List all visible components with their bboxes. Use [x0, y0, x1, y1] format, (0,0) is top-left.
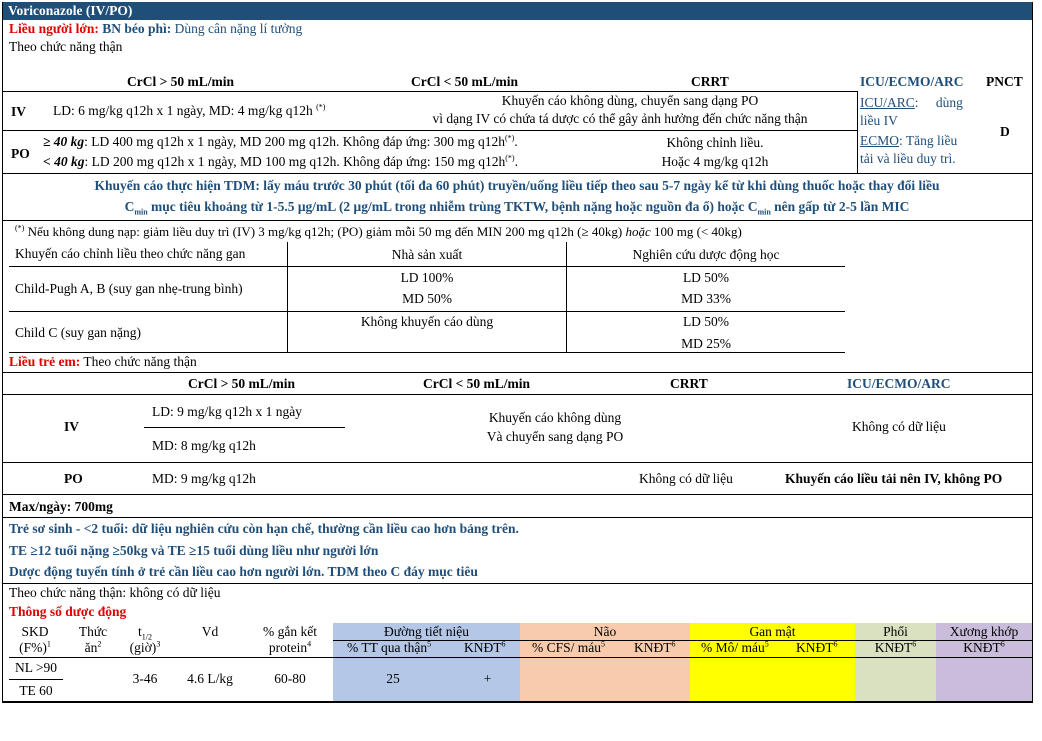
pk-protein-value: 60-80 [274, 671, 306, 686]
pk-skd-unit: (F%) [19, 640, 47, 655]
pk-col-skd-unit [10, 640, 60, 656]
ped-po-crrt: Không có dữ liệu [639, 471, 733, 486]
icu-arc-text1: dùng [935, 95, 963, 110]
adult-header-pnct: PNCT [986, 74, 1023, 89]
ped-iv-inner-rule [144, 427, 345, 428]
outer-left-border [2, 2, 3, 702]
pediatric-top-rule [2, 372, 1032, 373]
ped-note-2: TE ≥12 tuổi nặng ≥50kg và TE ≥15 tuổi dùng liều như người lớn [9, 543, 379, 558]
adult-iv-mark: (*) [316, 102, 326, 112]
pk-sub-bone-kndt [936, 640, 1032, 656]
ped-iv-lt50-2: Và chuyển sang dạng PO [486, 429, 624, 444]
ped-po-md: MD: 9 mg/kg q12h [152, 471, 256, 486]
pk-sub-bile-kndt [796, 640, 838, 656]
pk-sup6-c: 6 [833, 639, 838, 649]
ped-note-3: Dược động tuyến tính ở trẻ cần liều cao hơn người lớn. TDM theo C đáy mục tiêu [9, 564, 478, 579]
pk-col-skd: SKD [21, 624, 49, 639]
adult-po-crrt-line2: Hoặc 4 mg/kg q12h [661, 154, 769, 169]
hepatic-row-c-label: Child C (suy gan nặng) [15, 325, 141, 340]
pk-col-food-2 [70, 640, 116, 656]
hepatic-row-a-pk-2: MD 33% [681, 291, 731, 306]
hepatic-row-a-mfr-1: LD 100% [400, 270, 454, 285]
pk-urine-kndt-value: + [483, 671, 492, 686]
ped-note-1: Trẻ sơ sinh - <2 tuổi: dữ liệu nghiên cứu còn hạn chế, thường cần liều cao hơn bảng trên. [9, 521, 519, 536]
pk-col-vd: Vd [201, 624, 219, 639]
adult-po-route: PO [11, 146, 30, 161]
adult-po-line2: < 40 kg: LD 200 mg q12h x 1 ngày, MD 100 mg q12h. Không đáp ứng: 150 mg q12h(*). [43, 153, 518, 169]
adult-header-crcl-gt50: CrCl > 50 mL/min [127, 74, 235, 89]
pk-t12-sub: 1/2 [141, 632, 152, 642]
pk-sup6-b: 6 [671, 639, 676, 649]
pk-kndt-e: KNĐT [963, 640, 1001, 655]
tdm-line2 [2, 199, 1032, 215]
icu-arc-label: ICU/ARC [860, 95, 915, 110]
pk-kndt-b: KNĐT [634, 640, 672, 655]
pk-sup6-e: 6 [1000, 639, 1005, 649]
obese-label: BN béo phì: [102, 21, 172, 36]
pk-group-urine: Đường tiết niệu [384, 624, 469, 639]
tdm-line1: Khuyến cáo thực hiện TDM: lấy máu trước 30 phút (tối đa 60 phút) truyền/uống liều tiếp theo sau 5-7 ngày kể từ khi dùng thuốc hoặc thay đổi liều [94, 178, 940, 193]
hepatic-row-a-label: Child-Pugh A, B (suy gan nhẹ-trung bình) [15, 281, 243, 296]
pk-kndt-d: KNĐT [874, 640, 913, 655]
hepatic-row-c-pk-1: LD 50% [682, 314, 730, 329]
note-mark: (*) [15, 223, 25, 233]
icu-arc-sep: : [914, 95, 919, 110]
adult-pnct-value: D [1000, 124, 1010, 139]
tdm-line2-b: nên gấp từ 2-5 lần MIC [770, 199, 910, 214]
pk-sub-cfs-text: % CFS/ máu [532, 640, 602, 655]
ped-header-crcl-lt50: CrCl < 50 mL/min [423, 376, 531, 391]
adult-header-icu: ICU/ECMO/ARC [860, 74, 964, 89]
hepatic-row-a-mfr-2: MD 50% [402, 291, 452, 306]
tdm-line2-a: mục tiêu khoảng từ 1-5.5 μg/mL (2 μg/mL trong nhiễm trùng TKTW, bệnh nặng hoặc nguồn đa ổ) hoặc C [147, 199, 758, 214]
pk-protein-2-text: protein [268, 640, 308, 655]
note-text-b: 100 mg (< 40kg) [650, 224, 742, 239]
pk-vd-value: 4.6 L/kg [187, 671, 233, 686]
pk-sub-urine-pct [347, 640, 431, 656]
hepatic-header-rule [9, 266, 845, 267]
adult-po-text2: : LD 200 mg q12h x 1 ngày, MD 100 mg q12h. Không đáp ứng: 150 mg q12h [84, 154, 506, 169]
adult-po-weight1: ≥ 40 kg [43, 134, 85, 149]
pk-kndt-c: KNĐT [796, 640, 834, 655]
ped-po-rule [2, 494, 1032, 495]
ped-header-crrt: CRRT [670, 376, 708, 391]
tdm-cmin: C [124, 199, 135, 214]
pk-skd-value-1: NL >90 [15, 660, 57, 675]
pk-group-bile: Gan mật [749, 624, 796, 639]
pk-sup5-a: 5 [427, 639, 432, 649]
pk-sub-brain-kndt [634, 640, 676, 656]
tdm-cmin-sub: min [134, 207, 148, 217]
pk-col-food-1: Thức [78, 624, 108, 639]
adult-po-line1: ≥ 40 kg: LD 400 mg q12h x 1 ngày, MD 200 mg q12h. Không đáp ứng: 300 mg q12h(*). [43, 133, 518, 149]
hepatic-col-pk: Nghiên cứu dược động học [632, 247, 780, 262]
pk-food-2-text: ăn [84, 640, 98, 655]
pk-t12-unit: (giờ) [129, 640, 157, 655]
adult-dose-line [9, 21, 302, 37]
hepatic-col-manufacturer: Nhà sản xuất [391, 247, 463, 262]
pk-title: Thông số dược động [9, 604, 127, 619]
ped-iv-icu: Không có dữ liệu [852, 419, 946, 434]
intolerance-note [15, 224, 742, 240]
ped-iv-route: IV [64, 419, 80, 434]
adult-po-mark2: (*) [505, 153, 515, 163]
ped-header-icu: ICU/ECMO/ARC [847, 376, 951, 391]
pk-group-bone: Xương khớp [949, 624, 1019, 639]
adult-renal-label: Theo chức năng thận [9, 39, 123, 54]
ped-po-route: PO [64, 471, 83, 486]
ped-max: Max/ngày: 700mg [9, 499, 113, 514]
pk-sub-urine-kndt [464, 640, 506, 656]
adult-po-weight2: < 40 kg [43, 154, 85, 169]
adult-table-bottom [2, 173, 1032, 174]
adult-icu-arc-line2: liều IV [860, 113, 898, 128]
note-text-a: Nếu không dung nạp: giảm liều duy trì (IV) 3 mg/kg q12h; (PO) giảm mỗi 50 mg đến MIN 200 mg q12h (≥ 40kg) [24, 224, 626, 239]
pk-col-protein-2 [252, 640, 328, 656]
adult-po-mark1: (*) [504, 133, 515, 143]
pk-sup6-a: 6 [501, 639, 506, 649]
ped-iv-po-rule [2, 462, 1032, 463]
hepatic-row-a-pk-1: LD 50% [682, 270, 730, 285]
adult-iv-crcl-gt50 [53, 103, 325, 119]
ped-renal-note: Theo chức năng thận: không có dữ liệu [9, 585, 221, 600]
drug-title: Voriconazole (IV/PO) [8, 3, 133, 18]
ped-header-rule [2, 394, 1032, 395]
tdm-bottom [2, 220, 1032, 221]
pk-sub-bile [701, 640, 769, 656]
hepatic-bottom-rule [9, 352, 845, 353]
ped-iv-ld: LD: 9 mg/kg q12h x 1 ngày [152, 404, 302, 419]
pk-sup2: 2 [97, 639, 102, 649]
pk-col-t12-unit [122, 640, 168, 656]
icu-ecmo-label: ECMO [860, 133, 900, 148]
pk-sup1: 1 [46, 639, 51, 649]
pk-sub-cfs [532, 640, 605, 656]
adult-iv-lt50-line2: vì dạng IV có chứa tá dược có thể gây ảnh hưởng đến chức năng thận [432, 111, 808, 126]
adult-iv-route: IV [11, 104, 27, 119]
adult-iv-po-divider [2, 130, 858, 131]
pk-col-protein-1: % gắn kết [263, 624, 317, 639]
pk-skd-rule [9, 679, 63, 680]
outer-bottom-border [2, 701, 1033, 703]
adult-header-crcl-lt50: CrCl < 50 mL/min [411, 74, 519, 89]
adult-iv-dose-text: LD: 6 mg/kg q12h x 1 ngày, MD: 4 mg/kg q12h [53, 103, 313, 118]
pk-left-header-rule [9, 657, 333, 658]
icu-ecmo-text1: : Tăng liều [899, 133, 958, 148]
adult-po-text1: : LD 400 mg q12h x 1 ngày, MD 200 mg q12h. Không đáp ứng: 300 mg q12h [84, 134, 505, 149]
adult-icu-ecmo-line2: tải và liều duy trì. [860, 151, 956, 166]
pediatric-label: Liều trẻ em: [9, 354, 81, 369]
adult-iv-lt50-line1: Khuyến cáo không dùng, chuyển sang dạng PO [501, 93, 759, 108]
pk-group-lung: Phổi [883, 624, 908, 639]
pk-sup6-d: 6 [912, 639, 917, 649]
pk-sup4: 4 [307, 639, 312, 649]
adult-po-crrt-line1: Không chỉnh liều. [666, 135, 764, 150]
pk-group-brain: Não [593, 624, 617, 639]
adult-label: Liều người lớn: [9, 21, 99, 36]
obese-text: Dùng cân nặng lí tưởng [174, 21, 303, 36]
hepatic-header: Khuyến cáo chỉnh liều theo chức năng gan [15, 246, 246, 261]
pk-sup5-c: 5 [764, 639, 769, 649]
pk-skd-value-2: TE 60 [19, 683, 53, 698]
pk-sup3: 3 [156, 639, 161, 649]
pk-sub-rule [333, 657, 1032, 658]
adult-icu-arc [860, 95, 963, 111]
pk-sub-urine-text: % TT qua thận [347, 640, 428, 655]
pk-t12-text: t [138, 624, 142, 639]
outer-right-border [1032, 2, 1033, 702]
ped-po-icu: Khuyến cáo liều tải nên IV, không PO [785, 471, 1003, 486]
ped-header-crcl-gt50: CrCl > 50 mL/min [188, 376, 296, 391]
adult-header-divider [2, 91, 858, 92]
adult-header-crrt: CRRT [691, 74, 729, 89]
adult-icu-ecmo [860, 133, 957, 149]
hepatic-row-c-mfr-1: Không khuyến cáo dùng [360, 314, 494, 329]
pk-sup5-b: 5 [601, 639, 606, 649]
note-or: hoặc [625, 224, 651, 239]
hepatic-row-c-pk-2: MD 25% [681, 336, 731, 351]
pk-sub-lung-kndt [855, 640, 936, 656]
tdm-cmin-sub2: min [757, 207, 771, 217]
pediatric-label-line [9, 354, 197, 370]
pediatric-label-text: Theo chức năng thận [83, 354, 197, 369]
title-bar [2, 2, 1032, 20]
pk-sub-bile-text: % Mô/ máu [701, 640, 765, 655]
pk-col-t12 [122, 624, 168, 640]
pk-kndt-a: KNĐT [464, 640, 502, 655]
ped-iv-lt50-1: Khuyến cáo không dùng [488, 410, 622, 425]
pk-t12-value: 3-46 [132, 671, 158, 686]
hepatic-row-rule [9, 311, 845, 312]
ped-iv-md: MD: 8 mg/kg q12h [152, 438, 256, 453]
ped-notes-rule [2, 583, 1032, 584]
ped-max-rule [2, 517, 1032, 518]
pk-urine-pct-value: 25 [386, 671, 400, 686]
